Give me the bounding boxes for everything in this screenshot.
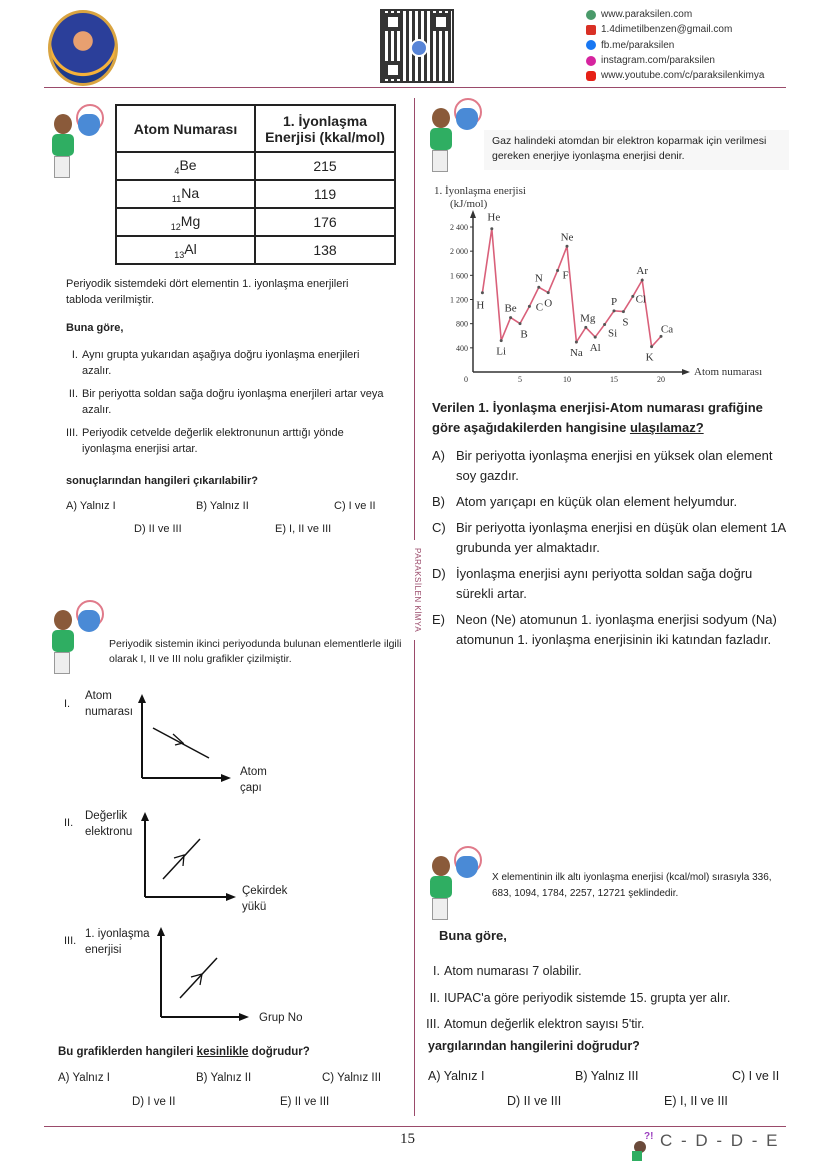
q2-question (432, 398, 792, 438)
qr-corner (384, 61, 402, 79)
option-letter: C) (432, 520, 446, 535)
graph-atom-number-vs-diameter (135, 690, 235, 782)
svg-text:Li: Li (496, 345, 507, 358)
flask-icon (456, 108, 478, 130)
graph-y-label: Değerlik elektronu (85, 810, 133, 838)
contact-website[interactable] (586, 7, 764, 22)
value-cell: 176 (255, 208, 395, 236)
statement-text: Periyodik cetvelde değerlik elektronunun arttığı yönde iyonlaşma enerjisi artar. (82, 427, 344, 455)
q3-question (58, 1044, 310, 1060)
atomic-number: 12 (170, 221, 181, 232)
mascot-body (52, 630, 74, 652)
q3-question-text: Bu grafiklerden hangileri (58, 1046, 197, 1058)
option-b[interactable]: B) Yalnız II (196, 1072, 252, 1084)
qr-code[interactable] (380, 9, 454, 83)
page-number: 15 (400, 1131, 415, 1147)
value-cell: 215 (255, 152, 395, 180)
statement-text: Atom numarası 7 olabilir. (444, 964, 582, 978)
q1-lead: Buna göre, (66, 322, 124, 334)
option-c[interactable] (432, 518, 788, 558)
statement-text: Atomun değerlik elektron sayısı 5'tir. (444, 1017, 645, 1031)
contact-text: instagram.com/paraksilen (601, 54, 715, 66)
svg-text:Ar: Ar (636, 265, 649, 278)
svg-text:400: 400 (456, 343, 468, 353)
element-symbol: Na (181, 184, 200, 201)
table-row (116, 152, 395, 180)
statement (426, 1011, 730, 1038)
graph-x-label: Grup No (259, 1012, 303, 1024)
statement (66, 425, 384, 457)
statement-number: II. (68, 388, 78, 400)
contact-text: www.paraksilen.com (601, 9, 693, 20)
qr-corner (432, 13, 450, 31)
mascot-head (54, 114, 72, 134)
contact-list (586, 7, 764, 83)
svg-text:2 000: 2 000 (450, 247, 468, 257)
svg-text:O: O (544, 297, 553, 310)
side-label: PARAKSİLEN KİMYA (406, 540, 422, 640)
q2-question-text: Verilen 1. İyonlaşma enerjisi-Atom numarası grafiğine göre aşağıdakilerden hangisine (432, 400, 763, 435)
chart-y-unit: (kJ/mol) (450, 198, 488, 210)
svg-text:1 200: 1 200 (450, 295, 468, 305)
option-c[interactable]: C) I ve II (732, 1069, 780, 1083)
table-header: 1. İyonlaşma Enerjisi (kkal/mol) (255, 105, 395, 152)
svg-text:Mg: Mg (580, 312, 596, 325)
option-c[interactable]: C) I ve II (334, 500, 376, 512)
svg-text:B: B (520, 328, 528, 341)
option-d[interactable]: D) I ve II (132, 1096, 176, 1108)
option-e[interactable] (432, 610, 788, 650)
flask-icon (78, 610, 100, 632)
option-text: Bir periyotta iyonlaşma enerjisi en yüksek olan element soy gazdır. (456, 448, 773, 483)
statement (66, 386, 384, 418)
teacher-mascot (48, 104, 106, 182)
element-cell (116, 236, 255, 264)
element-cell (116, 208, 255, 236)
q1-question: sonuçlarından hangileri çıkarılabilir? (66, 475, 258, 487)
option-e[interactable]: E) II ve III (280, 1096, 330, 1108)
q4-intro: X elementinin ilk altı iyonlaşma enerjisi (kcal/mol) sırasıyla 336, 683, 1094, 1784, 2257, 12721 şeklindedir. (492, 872, 772, 899)
element-symbol: Mg (180, 212, 201, 229)
teacher-mascot (426, 98, 484, 176)
ie-series-line (482, 229, 661, 347)
mascot-body (430, 128, 452, 150)
q3-intro: Periyodik sistemin ikinci periyodunda bulunan elementlerle ilgili olarak I, II ve III nolu grafikler çizilmiştir. (109, 638, 402, 665)
footer-divider (44, 1126, 786, 1127)
svg-text:800: 800 (456, 319, 468, 329)
facebook-icon (586, 40, 596, 50)
q4-statements (426, 958, 730, 1038)
svg-text:1 600: 1 600 (450, 271, 468, 281)
statement-number: I. (71, 349, 78, 361)
contact-youtube[interactable] (586, 68, 764, 83)
ionization-energy-chart (428, 182, 798, 382)
graph-y-label: Atom numarası (85, 690, 133, 718)
q3-question-text: doğrudur? (248, 1046, 310, 1058)
gmail-icon (586, 25, 596, 35)
svg-text:P: P (610, 295, 618, 308)
table-header: Atom Numarası (116, 105, 255, 152)
option-c[interactable]: C) Yalnız III (322, 1072, 382, 1084)
instagram-icon (586, 56, 596, 66)
q3-question-emphasis: kesinlikle (196, 1046, 249, 1058)
option-e[interactable]: E) I, II ve III (664, 1094, 728, 1108)
statement (426, 985, 730, 1012)
contact-facebook[interactable] (586, 38, 764, 53)
svg-text:H: H (476, 299, 485, 312)
table-row (116, 236, 395, 264)
atomic-number: 4 (174, 165, 180, 176)
svg-text:2 400: 2 400 (450, 223, 468, 232)
youtube-icon (586, 71, 596, 81)
svg-text:15: 15 (610, 375, 618, 382)
element-symbol: Al (184, 240, 197, 257)
svg-text:K: K (645, 351, 654, 364)
chart-x-title: Atom numarası (694, 366, 763, 378)
option-letter: E) (432, 612, 445, 627)
option-text: Neon (Ne) atomunun 1. iyonlaşma enerjisi sodyum (Na) atomunun 1. iyonlaşma enerjisinin iki katından fazladır. (456, 612, 777, 647)
value-cell: 119 (255, 180, 395, 208)
graph-x-label: Çekirdek yükü (242, 885, 288, 913)
svg-text:He: He (487, 211, 501, 224)
statement-text: IUPAC'a göre periyodik sistemde 15. grupta yer alır. (444, 990, 731, 1005)
graph-number: III. (64, 935, 77, 947)
teacher-mascot (48, 600, 106, 678)
graph-ie-vs-group (155, 922, 255, 1022)
mascot-legs (54, 652, 70, 674)
statement-number: III. (66, 427, 79, 439)
svg-text:Be: Be (504, 302, 517, 315)
option-a[interactable]: A) Yalnız I (428, 1069, 485, 1083)
qr-logo (410, 39, 428, 57)
svg-text:Na: Na (569, 347, 583, 360)
q4-lead: Buna göre, (439, 928, 507, 943)
option-a[interactable] (432, 446, 788, 486)
svg-text:C: C (535, 301, 544, 314)
contact-email[interactable] (586, 22, 764, 37)
contact-text: www.youtube.com/c/paraksilenkimya (601, 70, 765, 82)
mascot-head (432, 108, 450, 128)
svg-text:0: 0 (464, 375, 468, 382)
info-box (484, 130, 789, 170)
graph-number: I. (64, 698, 71, 710)
mascot-body (430, 876, 452, 898)
svg-text:20: 20 (657, 375, 665, 382)
contact-instagram[interactable] (586, 53, 764, 68)
q2-intro: Gaz halindeki atomdan bir elektron koparmak için verilmesi gereken enerjiye iyonlaşma enerjisi denir. (492, 135, 767, 162)
q1-statements (66, 347, 384, 457)
statement-number: II. (429, 990, 440, 1005)
mascot-question-icon: ?! (632, 1133, 654, 1161)
qr-corner (384, 13, 402, 31)
value-cell: 138 (255, 236, 395, 264)
option-d[interactable]: D) II ve III (134, 523, 182, 535)
mascot-head (54, 610, 72, 630)
table-row (116, 208, 395, 236)
option-text: Atom yarıçapı en küçük olan element helyumdur. (456, 494, 738, 509)
atomic-number: 11 (171, 193, 182, 204)
flask-icon (78, 114, 100, 136)
option-letter: A) (432, 448, 445, 463)
flask-icon (456, 856, 478, 878)
chart-y-title: 1. İyonlaşma enerjisi (434, 185, 526, 197)
q4-question: yargılarından hangilerini doğrudur? (428, 1039, 640, 1053)
option-a[interactable]: A) Yalnız I (66, 500, 116, 512)
graph-x-label: Atom çapı (240, 766, 267, 794)
graph-valence-vs-charge (138, 806, 238, 902)
ionization-table (115, 104, 396, 265)
svg-text:Cl: Cl (635, 293, 647, 306)
option-b[interactable]: B) Yalnız II (196, 500, 249, 512)
mascot-head (432, 856, 450, 876)
option-letter: D) (432, 566, 446, 581)
mascot-body (52, 134, 74, 156)
table-header-row (116, 105, 395, 152)
element-cell (116, 152, 255, 180)
x-ticks (464, 375, 665, 382)
svg-text:10: 10 (563, 375, 571, 382)
mascot-legs (54, 156, 70, 178)
option-a[interactable]: A) Yalnız I (58, 1072, 110, 1084)
answer-key: C - D - D - E (660, 1131, 780, 1150)
svg-text:Al: Al (589, 342, 601, 355)
statement (426, 958, 730, 985)
svg-text:Si: Si (608, 327, 618, 340)
option-text: İyonlaşma enerjisi aynı periyotta soldan sağa doğru sürekli artar. (456, 566, 753, 601)
element-symbol: Be (179, 156, 197, 173)
atomic-number: 13 (174, 249, 185, 260)
svg-text:S: S (622, 316, 629, 329)
q1-intro: Periyodik sistemdeki dört elementin 1. iyonlaşma enerjileri tabloda verilmiştir. (66, 278, 349, 306)
element-cell (116, 180, 255, 208)
svg-text:Ne: Ne (560, 231, 574, 244)
mascot-legs (432, 898, 448, 920)
option-b[interactable]: B) Yalnız III (575, 1069, 639, 1083)
header-divider (44, 87, 786, 88)
option-b[interactable] (432, 492, 788, 512)
svg-text:F: F (562, 269, 569, 282)
option-d[interactable] (432, 564, 788, 604)
svg-text:5: 5 (518, 375, 522, 382)
svg-text:Ca: Ca (660, 323, 674, 336)
option-e[interactable]: E) I, II ve III (275, 523, 332, 535)
contact-text: 1.4dimetilbenzen@gmail.com (601, 24, 733, 36)
option-d[interactable]: D) II ve III (507, 1094, 562, 1108)
svg-text:N: N (534, 272, 543, 285)
statement (66, 347, 384, 379)
teacher-mascot (426, 846, 484, 924)
q2-question-emphasis: ulaşılamaz? (629, 420, 704, 435)
web-icon (586, 10, 596, 20)
table-row (116, 180, 395, 208)
option-text: Bir periyotta iyonlaşma enerjisi en düşük olan element 1A grubunda yer almaktadır. (456, 520, 786, 555)
y-ticks (450, 223, 473, 353)
author-avatar (48, 10, 118, 86)
statement-text: Aynı grupta yukarıdan aşağıya doğru iyonlaşma enerjileri azalır. (82, 349, 360, 377)
graph-number: II. (64, 817, 74, 829)
mascot-legs (432, 150, 448, 172)
contact-text: fb.me/paraksilen (601, 39, 675, 51)
q2-options (432, 446, 788, 656)
statement-text: Bir periyotta soldan sağa doğru iyonlaşma enerjileri artar veya azalır. (82, 388, 384, 416)
graph-y-label: 1. iyonlaşma enerjisi (85, 928, 150, 956)
statement-number: III. (426, 1017, 440, 1031)
statement-number: I. (433, 964, 440, 978)
option-letter: B) (432, 494, 445, 509)
